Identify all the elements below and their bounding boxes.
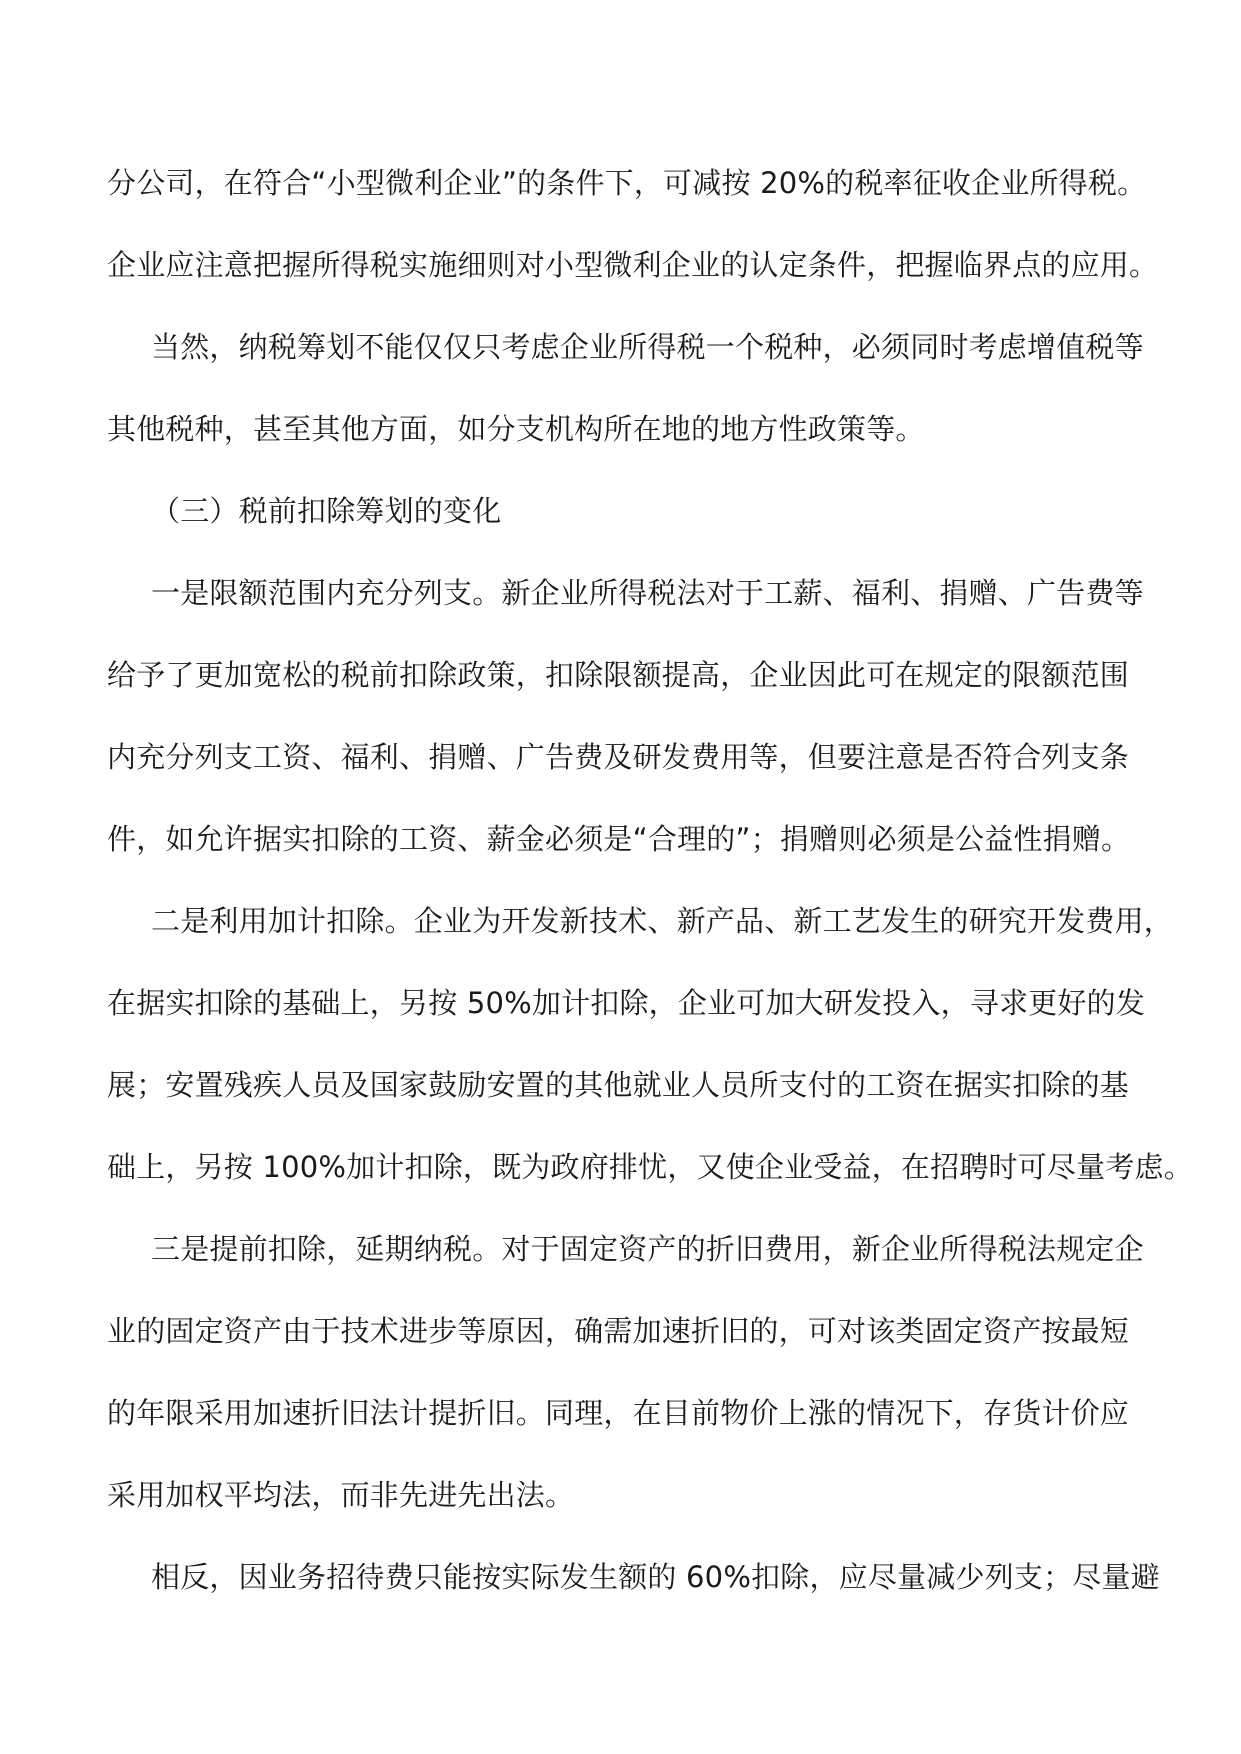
text-line: 采用加权平均法，而非先进先出法。 [107,1478,575,1512]
text-line: 的年限采用加速折旧法计提折旧。同理，在目前物价上涨的情况下，存货计价应 [107,1396,1130,1430]
text-line: 给予了更加宽松的税前扣除政策，扣除限额提高，企业因此可在规定的限额范围 [107,658,1130,692]
text-line: 础上，另按 100%加计扣除，既为政府排忧，又使企业受益，在招聘时可尽量考虑。 [107,1150,1193,1184]
paragraph-start-line: 相反，因业务招待费只能按实际发生额的 60%扣除，应尽量减少列支；尽量避 [151,1560,1160,1594]
text-line: 内充分列支工资、福利、捐赠、广告费及研发费用等，但要注意是否符合列支条 [107,740,1130,774]
text-line: 分公司，在符合“小型微利企业”的条件下，可减按 20%的税率征收企业所得税。 [107,166,1147,200]
body-text [107,163,1193,1639]
paragraph-start-line: 三是提前扣除，延期纳税。对于固定资产的折旧费用，新企业所得税法规定企 [151,1232,1144,1266]
text-line: 展；安置残疾人员及国家鼓励安置的其他就业人员所支付的工资在据实扣除的基 [107,1068,1130,1102]
text-line: 企业应注意把握所得税实施细则对小型微利企业的认定条件，把握临界点的应用。 [107,248,1159,282]
text-line: 业的固定资产由于技术进步等原因，确需加速折旧的，可对该类固定资产按最短 [107,1314,1130,1348]
text-line: 其他税种，甚至其他方面，如分支机构所在地的地方性政策等。 [107,412,925,446]
paragraph-start-line: 当然，纳税筹划不能仅仅只考虑企业所得税一个税种，必须同时考虑增值税等 [151,330,1144,364]
text-line: 件，如允许据实扣除的工资、薪金必须是“合理的”；捐赠则必须是公益性捐赠。 [107,822,1131,856]
paragraph-start-line: 一是限额范围内充分列支。新企业所得税法对于工薪、福利、捐赠、广告费等 [151,576,1144,610]
section-heading: （三）税前扣除筹划的变化 [151,494,502,528]
paragraph-start-line: 二是利用加计扣除。企业为开发新技术、新产品、新工艺发生的研究开发费用， [151,904,1174,938]
text-line: 在据实扣除的基础上，另按 50%加计扣除，企业可加大研发投入，寻求更好的发 [107,986,1146,1020]
